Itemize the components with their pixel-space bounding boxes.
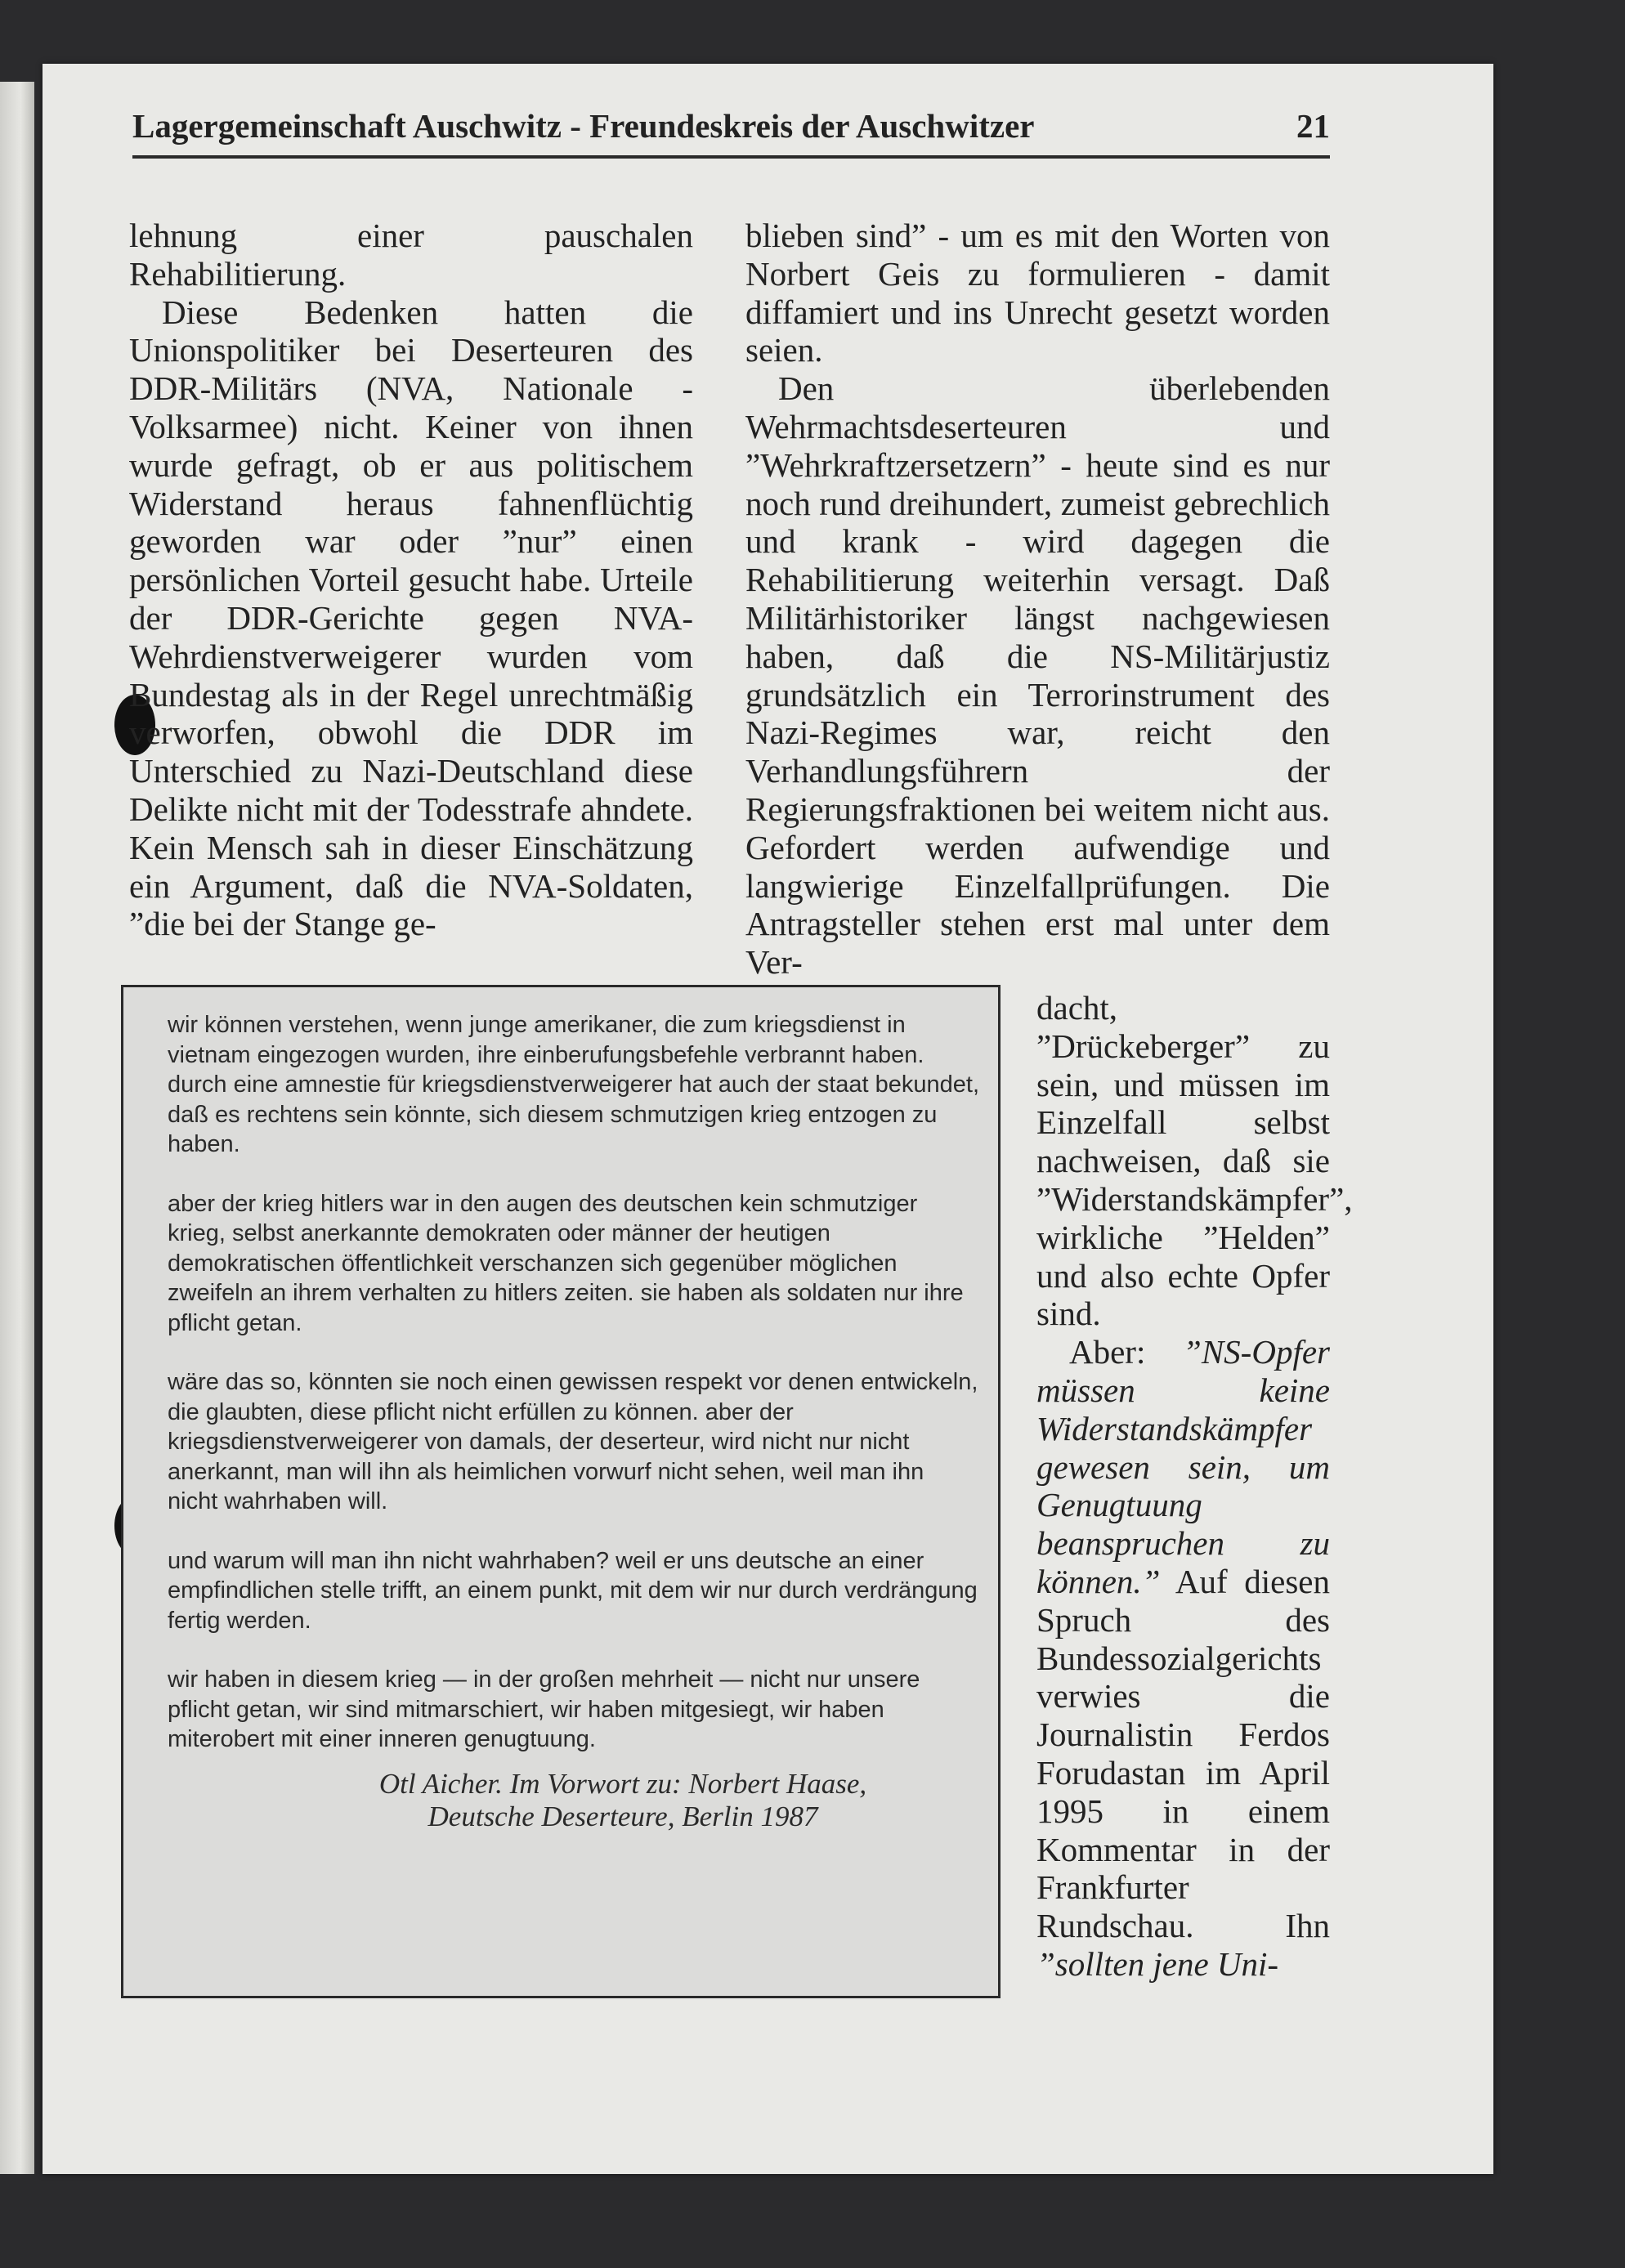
header-title: Lagergemeinschaft Auschwitz - Freundeskreis der Auschwitzer: [132, 107, 1035, 145]
text-column-left: [129, 217, 693, 943]
italic-quote: ”NS-Opfer müssen keine Widerstandskämpfer gewesen sein, um Genugtuung beanspruchen zu können.”: [1036, 1333, 1330, 1600]
citation-line: Deutsche Deserteure, Berlin 1987: [428, 1800, 818, 1832]
paragraph: lehnung einer pauschalen Rehabilitierung.: [129, 217, 693, 293]
header-rule: [132, 155, 1330, 159]
page-number: 21: [1296, 107, 1330, 145]
italic-quote: ”sollten jene Uni-: [1036, 1944, 1279, 1983]
quote-paragraph: wir können verstehen, wenn junge amerikaner, die zum kriegsdienst in vietnam eingezogen wurden, ihre einberufungsbefehle verbrannt haben. durch eine amnestie für kriegsdienstverweigerer hat auch der staat bekundet, daß es rechtens sein könnte, sich diesem schmutzigen krieg entzogen zu haben.: [168, 1012, 980, 1157]
paragraph: blieben sind” - um es mit den Worten von Norbert Geis zu formulieren - damit diffamiert und ins Unrecht gesetzt worden seien.: [745, 217, 1330, 369]
text-column-narrow: [1036, 989, 1353, 1984]
quote-paragraph: aber der krieg hitlers war in den augen des deutschen kein schmutziger krieg, selbst anerkannte demokraten oder männer der heutigen demokratischen öffentlichkeit verschanzen sich gegenüber möglichen zweifeln an ihrem verhalten zu hitlers zeiten. sie haben als soldaten nur ihre pflicht getan.: [168, 1190, 964, 1336]
quote-paragraph: wir haben in diesem krieg — in der großen mehrheit — nicht nur unsere pflicht getan, wir sind mitmarschiert, wir haben mitgesiegt, wir haben miterobert mit einer inneren genugtuung.: [168, 1666, 920, 1752]
paragraph: [1036, 1333, 1330, 1984]
quote-paragraph: und warum will man ihn nicht wahrhaben? weil er uns deutsche an einer empfindlichen stelle trifft, an einem punkt, mit dem wir nur durch verdrängung fertig werden.: [168, 1547, 978, 1634]
citation-line: Otl Aicher. Im Vorwort zu: Norbert Haase,: [378, 1767, 867, 1800]
page-header: [132, 106, 1330, 145]
text-span: Aber:: [1069, 1333, 1184, 1371]
paragraph: Diese Bedenken hatten die Unionspolitiker bei Deserteuren des DDR-Militärs (NVA, Nationale - Volksarmee) nicht. Keiner von ihnen wurde gefragt, ob er aus politischem Widerstand heraus fahnenflüchtig geworden war oder ”nur” einen persönlichen Vorteil gesucht habe. Urteile der DDR-Gerichte gegen NVA-Wehrdienstverweigerer wurden vom Bundestag als in der Regel unrechtmäßig verworfen, obwohl die DDR im Unterschied zu Nazi-Deutschland diese Delikte nicht mit der Todesstrafe ahndete. Kein Mensch sah in dieser Einschätzung ein Argument, daß die NVA-Soldaten, ”die bei der Stange ge-: [129, 293, 693, 943]
quote-box: [121, 985, 1001, 1998]
adjacent-page-edge: [0, 82, 34, 2174]
text-span: Auf diesen Spruch des Bundessozialgerichts verwies die Journalistin Ferdos Forudastan im April 1995 in einem Kommentar in der Frankfurter Rundschau. Ihn: [1036, 1562, 1330, 1945]
text-column-right: [745, 217, 1330, 982]
paragraph: Den überlebenden Wehrmachtsdeserteuren und ”Wehrkraftzersetzern” - heute sind es nur noch rund dreihundert, zumeist gebrechlich und krank - wird dagegen die Rehabilitierung weiterhin versagt. Daß Militärhistoriker längst nachgewiesen haben, daß die NS-Militärjustiz grundsätzlich ein Terrorinstrument des Nazi-Regimes war, reicht den Verhandlungsführern der Regierungsfraktionen bei weitem nicht aus. Gefordert werden aufwendige und langwierige Einzelfallprüfungen. Die Antragsteller stehen erst mal unter dem Ver-: [745, 369, 1330, 982]
quote-paragraph: wäre das so, könnten sie noch einen gewissen respekt vor denen entwickeln, die glaubten, diese pflicht nicht erfüllen zu können. aber der kriegsdienstverweigerer von damals, der deserteur, wird nicht nur nicht anerkannt, man will ihn als heimlichen vorwurf nicht sehen, weil man ihn nicht wahrhaben will.: [168, 1369, 978, 1514]
paragraph: dacht, ”Drückeberger” zu sein, und müssen im Einzelfall selbst nachweisen, daß sie ”Widerstandskämpfer”, wirkliche ”Helden” und also echte Opfer sind.: [1036, 989, 1353, 1333]
quote-citation: [266, 1768, 980, 1833]
